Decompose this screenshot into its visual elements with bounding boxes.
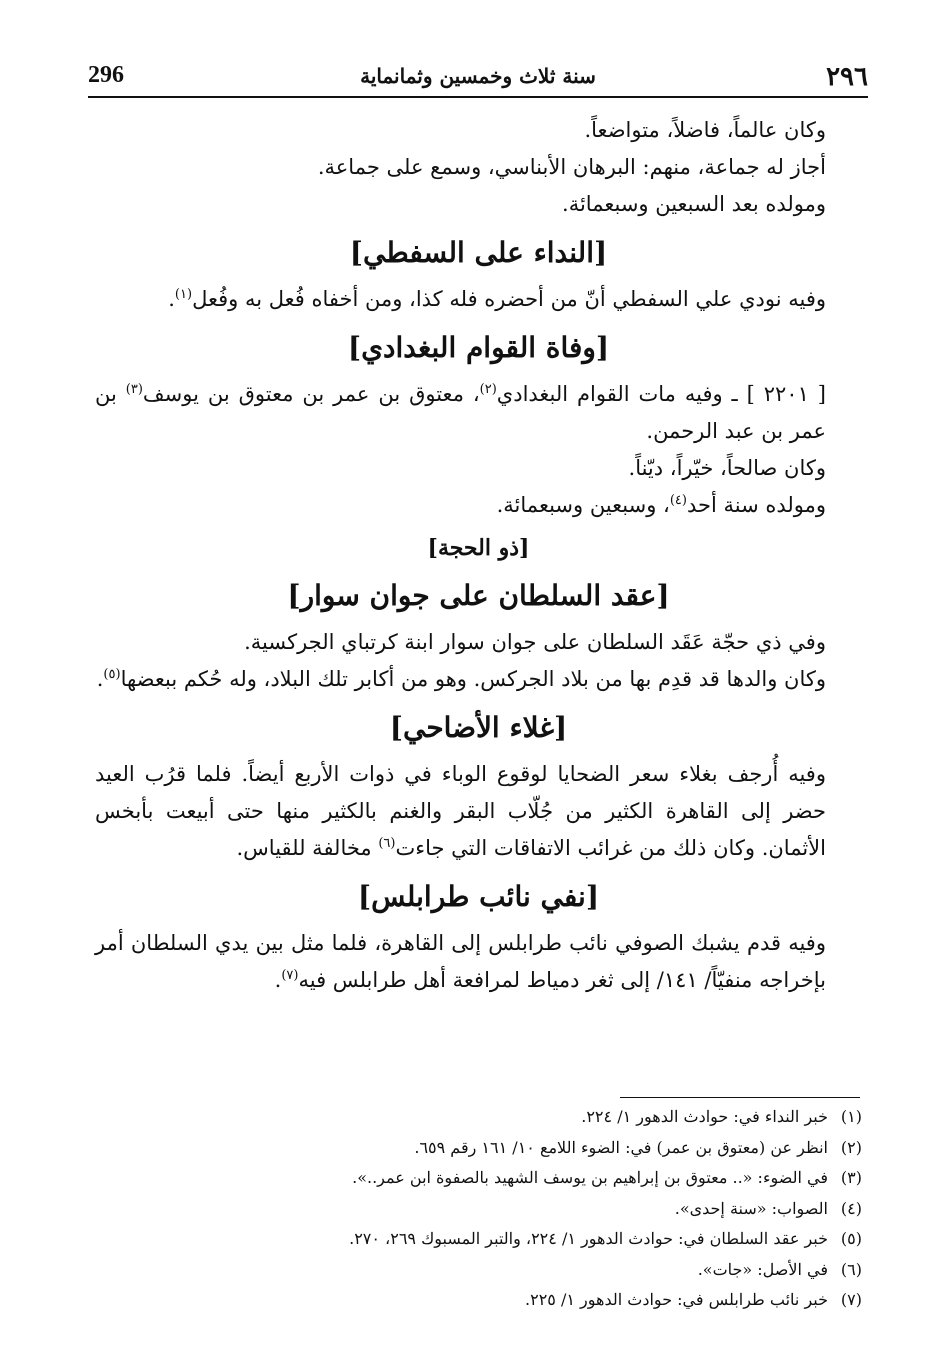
section-3-paragraph (95, 661, 862, 698)
footnote-text: خبر نائب طرابلس في: حوادث الدهور ١/ ٢٢٥. (525, 1290, 828, 1309)
footnote-number: (٥) (840, 1229, 862, 1248)
footnote-ref-1: (١) (174, 287, 193, 302)
entry-2201-line-3 (95, 487, 862, 524)
footnote-text: خبر عقد السلطان في: حوادث الدهور ١/ ٢٢٤، والتبر المسبوك ٢٦٩، ٢٧٠. (349, 1229, 828, 1248)
section-5-end: . (274, 968, 282, 992)
footnote-ref-4: (٤) (669, 493, 687, 508)
section-heading-2: [وفاة القوام البغدادي] (347, 331, 610, 364)
footnote-ref-3: (٣) (125, 382, 143, 397)
entry-2201-line-3b: ، وسبعين وسبعمائة. (496, 493, 670, 517)
footnote-number: (٢) (840, 1137, 862, 1157)
footnote-text: في الأصل: «جات». (697, 1259, 828, 1279)
footnote-number: (٦) (840, 1259, 862, 1279)
footnote-3 (95, 1163, 862, 1194)
section-5-paragraph (95, 925, 862, 999)
footnote-4 (95, 1194, 862, 1225)
section-1-end: . (168, 287, 175, 311)
entry-2201-paragraph (95, 376, 862, 450)
running-header (88, 62, 868, 96)
footnote-ref-7: (٧) (281, 968, 299, 983)
section-heading-4: [غلاء الأضاحي] (389, 711, 568, 744)
section-4-text-a: وفيه أُرجف بغلاء سعر الضحايا لوقوع الوباء في ذوات الأربع أيضاً. فلما قرُب العيد حضر إلى القاهرة الكثير من جُلّاب البقر والغنم بالكثير منها حتى أبيعت بأبخس الأثمان. وكان ذلك من غرائب الاتفاقات التي جاءت (95, 762, 826, 860)
footnote-ref-6: (٦) (378, 836, 396, 851)
entry-2201-text-b: ، معتوق بن عمر بن معتوق بن يوسف (142, 382, 480, 406)
entry-2201-text-a: [ ٢٢٠١ ] ـ وفيه مات القوام البغدادي (496, 382, 826, 406)
footnote-text: خبر النداء في: حوادث الدهور ١/ ٢٢٤. (581, 1107, 828, 1126)
intro-line-1: وكان عالماً، فاضلاً، متواضعاً. (584, 118, 826, 142)
footnote-text: انظر عن (معتوق بن عمر) في: الضوء اللامع ١٠/ ١٦١ رقم ٦٥٩. (414, 1137, 828, 1157)
section-heading-5: [نفي نائب طرابلس] (357, 880, 600, 913)
section-4-text-b: مخالفة للقياس. (236, 836, 379, 860)
entry-2201-line-3a: ومولده سنة أحد (686, 493, 826, 517)
section-1-paragraph (95, 281, 862, 318)
section-1-text: وفيه نودي علي السفطي أنّ من أحضره فله كذا، ومن أخفاه فُعل به وفُعل (192, 287, 826, 311)
footnote-5 (95, 1224, 862, 1255)
page-number-arabic: ٢٩٦ (826, 62, 868, 92)
footnote-6 (95, 1255, 862, 1286)
footnote-ref-5: (٥) (103, 667, 121, 682)
running-title: سنة ثلاث وخمسين وثمانماية (360, 64, 596, 88)
section-heading-1: [النداء على السفطي] (349, 236, 608, 269)
section-4-paragraph (95, 756, 862, 867)
section-3-text: وكان والدها قد قدِم بها من بلاد الجركس. وهو من أكابر تلك البلاد، وله حُكم ببعضها (120, 667, 826, 691)
intro-line-2: أجاز له جماعة، منهم: البرهان الأبناسي، وسمع على جماعة. (317, 155, 826, 179)
footnote-number: (٣) (840, 1168, 862, 1187)
intro-line-3: ومولده بعد السبعين وسبعمائة. (562, 192, 826, 216)
section-heading-3: [عقد السلطان على جوان سوار] (287, 579, 670, 612)
footnote-text: في الضوء: «.. معتوق بن إبراهيم بن يوسف الشهيد بالصفوة ابن عمر..». (352, 1168, 828, 1187)
footnote-2 (95, 1133, 862, 1164)
footnote-text: الصواب: «سنة إحدى». (674, 1198, 828, 1218)
footnote-7 (95, 1285, 862, 1316)
header-rule (88, 96, 868, 98)
entry-2201-line-2: وكان صالحاً، خيّراً، ديّناً. (628, 456, 826, 480)
footnote-ref-2: (٢) (479, 382, 497, 397)
footnote-1 (95, 1102, 862, 1133)
main-text (95, 112, 862, 999)
section-3-end: . (96, 667, 104, 691)
footnote-separator (620, 1097, 860, 1098)
section-5-text: وفيه قدم يشبك الصوفي نائب طرابلس إلى القاهرة، فلما مثل بين يدي السلطان أمر بإخراجه منفيّاً/ ١٤١/ إلى ثغر دمياط لمرافعة أهل طرابلس فيه (95, 931, 826, 992)
section-3-line-1: وفي ذي حجّة عَقَد السلطان على جوان سوار ابنة كرتباي الجركسية. (244, 630, 826, 654)
footnote-number: (٧) (840, 1290, 862, 1309)
footnote-number: (١) (840, 1107, 862, 1126)
entry-2201-text-c: بن عمر بن عبد الرحمن. (95, 382, 826, 443)
month-heading: [ذو الحجة] (427, 535, 530, 561)
page-number-latin: 296 (88, 62, 124, 88)
footnote-number: (٤) (840, 1198, 862, 1218)
footnotes (95, 1102, 862, 1316)
